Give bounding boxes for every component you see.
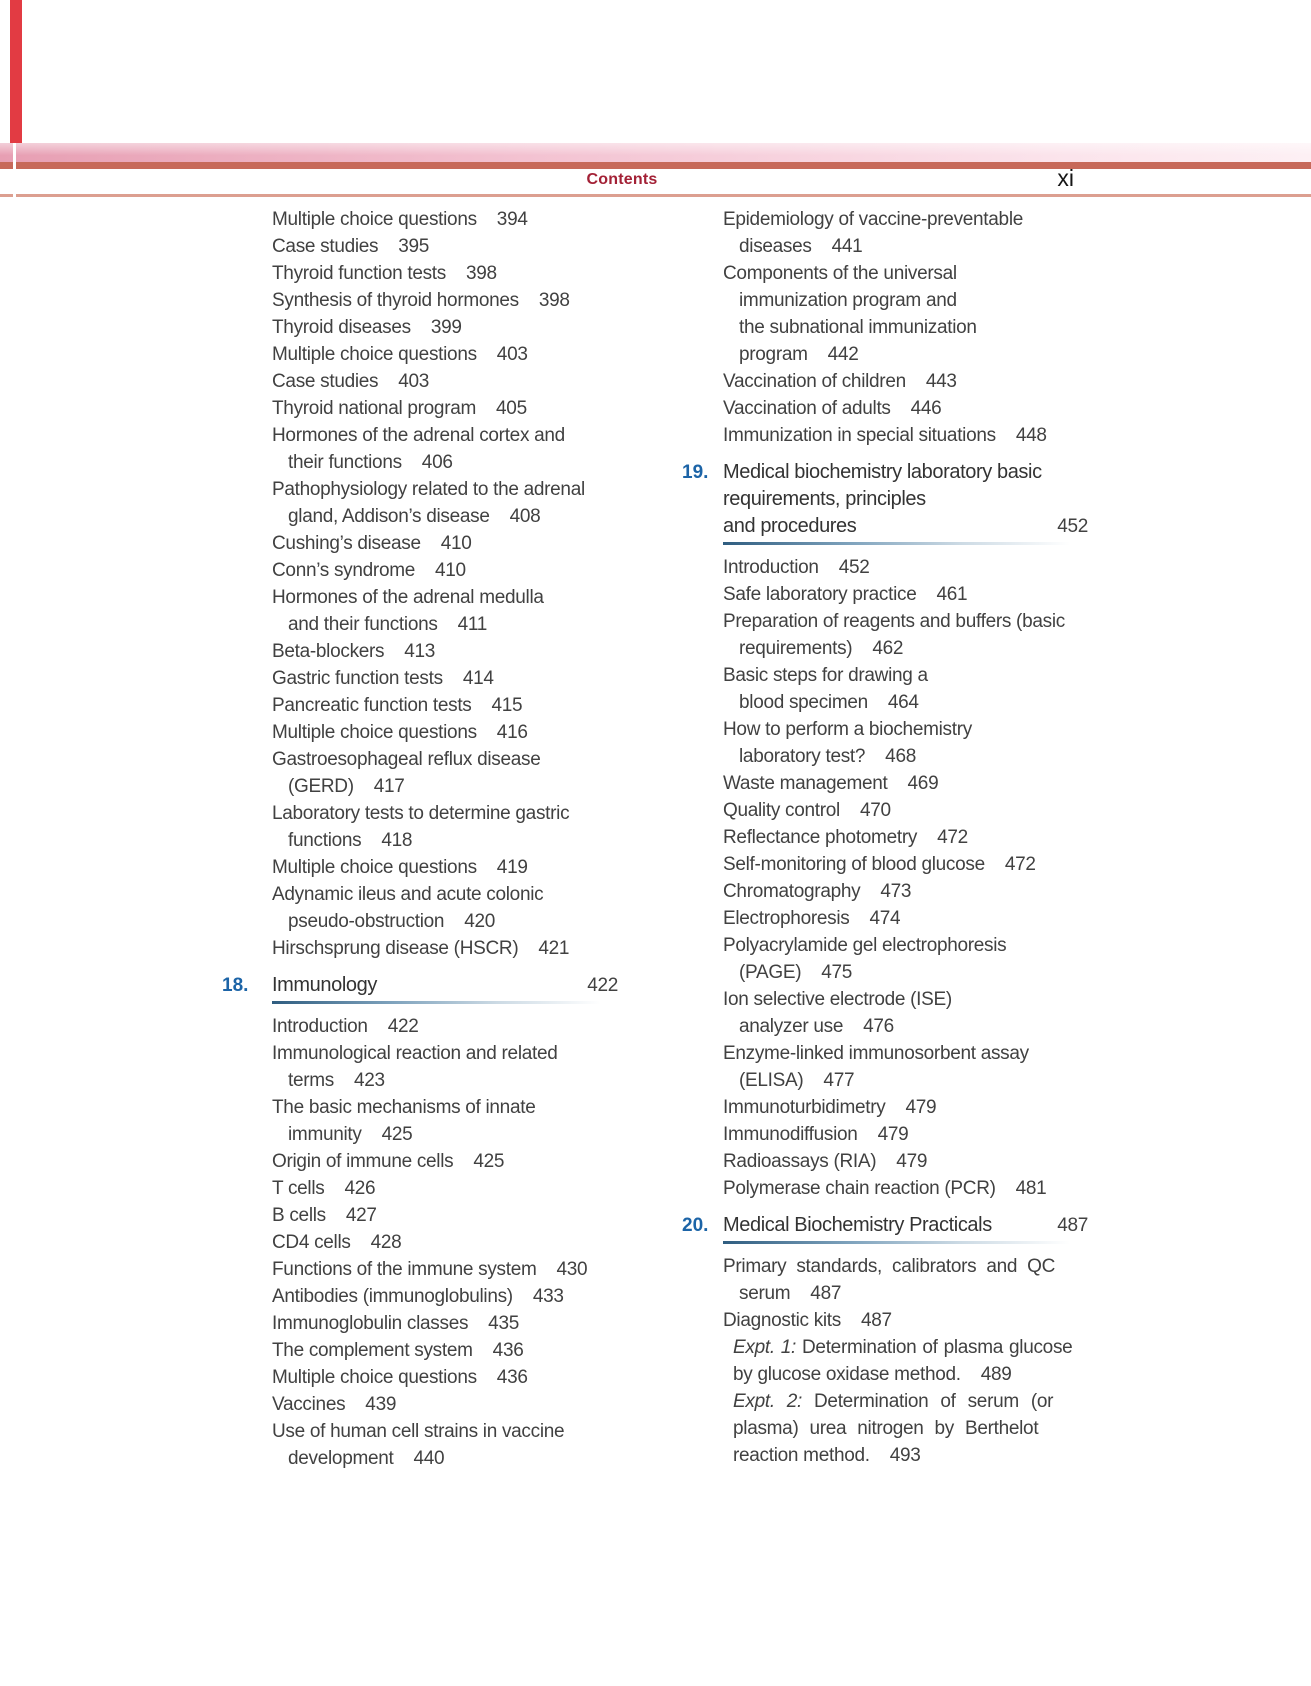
toc-entry-line: Quality control 470 <box>723 797 1088 824</box>
toc-entry-line: T cells 426 <box>272 1175 618 1202</box>
page-number: 489 <box>980 1364 1012 1385</box>
toc-entry-line: Thyroid national program 405 <box>272 395 618 422</box>
toc-entry <box>222 665 618 692</box>
page-number: 395 <box>398 236 430 257</box>
page-number: 464 <box>887 692 919 713</box>
toc-entry-line: Reflectance photometry 472 <box>723 824 1088 851</box>
toc-entry <box>222 1256 618 1283</box>
toc-entry-line: Chromatography 473 <box>723 878 1088 905</box>
page-number: 394 <box>496 209 528 230</box>
toc-entry <box>682 932 1088 986</box>
toc-entry-line: (GERD) 417 <box>272 773 618 800</box>
chapter-title-line: and procedures 452 <box>723 513 1088 540</box>
chapter-page-number: 422 <box>587 975 618 996</box>
toc-entry <box>682 1175 1088 1202</box>
experiment-label: Expt. 1: <box>733 1337 803 1358</box>
toc-entry <box>222 692 618 719</box>
toc-entry-line: diseases 441 <box>723 233 1088 260</box>
toc-entry-line: requirements) 462 <box>723 635 1088 662</box>
page-number: 441 <box>831 236 863 257</box>
page-number: 448 <box>1015 425 1047 446</box>
toc-entry-line: their functions 406 <box>272 449 618 476</box>
toc-entry <box>222 1418 618 1472</box>
toc-entry-line: Multiple choice questions 419 <box>272 854 618 881</box>
page-number: 475 <box>821 962 853 983</box>
toc-entry-line: Antibodies (immunoglobulins) 433 <box>272 1283 618 1310</box>
page-number: 439 <box>365 1394 397 1415</box>
toc-entry <box>222 1310 618 1337</box>
toc-entry <box>222 746 618 800</box>
toc-entry-line: (ELISA) 477 <box>723 1067 1088 1094</box>
toc-entry-line: CD4 cells 428 <box>272 1229 618 1256</box>
toc-entry-line: The complement system 436 <box>272 1337 618 1364</box>
toc-entry-line: Components of the universal <box>723 263 957 284</box>
toc-entry-line: Vaccines 439 <box>272 1391 618 1418</box>
page-number: 462 <box>872 638 904 659</box>
chapter-underline <box>272 1001 618 1004</box>
toc-entry-line: Self-monitoring of blood glucose 472 <box>723 851 1088 878</box>
chapter-heading <box>682 1212 1088 1244</box>
toc-entry <box>222 530 618 557</box>
page-number: 487 <box>810 1283 842 1304</box>
page-number: 403 <box>398 371 430 392</box>
toc-entry <box>682 608 1088 662</box>
toc-entry <box>222 206 618 233</box>
page-number: 398 <box>538 290 570 311</box>
toc-entry-line: Laboratory tests to determine gastric <box>272 803 570 824</box>
toc-entry-line: serum 487 <box>723 1280 1088 1307</box>
page-number: 477 <box>823 1070 855 1091</box>
toc-entry-line: blood specimen 464 <box>723 689 1088 716</box>
page-number: 461 <box>936 584 968 605</box>
toc-entry-line: Thyroid function tests 398 <box>272 260 618 287</box>
toc-entry <box>682 260 1088 368</box>
toc-entry-line: immunization program and <box>739 290 957 311</box>
page-number: 417 <box>373 776 405 797</box>
page-number: 418 <box>381 830 413 851</box>
page-number: 493 <box>889 1445 921 1466</box>
toc-entry <box>682 1121 1088 1148</box>
toc-entry <box>682 824 1088 851</box>
toc-entry <box>682 905 1088 932</box>
toc-entry-line: Vaccination of adults 446 <box>723 395 1088 422</box>
toc-entry-line: Vaccination of children 443 <box>723 368 1088 395</box>
toc-entry <box>222 1094 618 1148</box>
toc-entry <box>222 1013 618 1040</box>
toc-entry <box>222 1283 618 1310</box>
page-number: 436 <box>492 1340 524 1361</box>
page-number: 426 <box>344 1178 376 1199</box>
running-header-title: Contents <box>586 171 658 188</box>
page-number: 430 <box>556 1259 588 1280</box>
toc-column-right <box>682 206 1088 1469</box>
toc-entry-line: gland, Addison’s disease 408 <box>272 503 618 530</box>
toc-entry <box>682 1334 1088 1388</box>
toc-entry-line: Multiple choice questions 403 <box>272 341 618 368</box>
page-number: 443 <box>925 371 957 392</box>
toc-entry-line: Thyroid diseases 399 <box>272 314 618 341</box>
page-number: 416 <box>496 722 528 743</box>
page-number: 420 <box>464 911 496 932</box>
chapter-number: 20. <box>682 1215 709 1236</box>
toc-entry <box>222 1202 618 1229</box>
toc-entry-line: Polymerase chain reaction (PCR) 481 <box>723 1175 1088 1202</box>
toc-entry <box>222 1175 618 1202</box>
page-number: 440 <box>413 1448 445 1469</box>
toc-entry-line: Hormones of the adrenal medulla <box>272 587 544 608</box>
toc-entry <box>222 1391 618 1418</box>
chapter-heading <box>682 459 1088 545</box>
toc-entry-line: Immunoglobulin classes 435 <box>272 1310 618 1337</box>
toc-entry <box>222 935 618 962</box>
chapter-number: 19. <box>682 462 709 483</box>
page-number: 428 <box>370 1232 402 1253</box>
toc-entry-line: Expt. 2: Determination of serum (or <box>733 1391 1054 1412</box>
toc-entry-line: Multiple choice questions 436 <box>272 1364 618 1391</box>
toc-entry <box>222 476 618 530</box>
page-number: 405 <box>496 398 527 419</box>
toc-entry-line: terms 423 <box>272 1067 618 1094</box>
toc-entry-line: Multiple choice questions 394 <box>272 206 618 233</box>
toc-entry-line: Gastric function tests 414 <box>272 665 618 692</box>
page-number: 410 <box>435 560 466 581</box>
toc-column-left <box>222 206 618 1472</box>
toc-entry <box>222 395 618 422</box>
toc-entry-line: Immunoturbidimetry 479 <box>723 1094 1088 1121</box>
toc-entry-line: Introduction 422 <box>272 1013 618 1040</box>
toc-entry <box>682 1307 1088 1334</box>
toc-entry <box>222 1337 618 1364</box>
toc-entry-line: Electrophoresis 474 <box>723 905 1088 932</box>
toc-entry-line: Case studies 403 <box>272 368 618 395</box>
toc-entry-line: The basic mechanisms of innate <box>272 1097 536 1118</box>
toc-entry-line: Case studies 395 <box>272 233 618 260</box>
toc-entry-line: Pancreatic function tests 415 <box>272 692 618 719</box>
toc-entry <box>682 554 1088 581</box>
page-folio: xi <box>1057 165 1074 191</box>
toc-entry-line: Functions of the immune system 430 <box>272 1256 618 1283</box>
page-number: 419 <box>496 857 528 878</box>
toc-entry <box>682 986 1088 1040</box>
toc-entry-line: Ion selective electrode (ISE) <box>723 989 952 1010</box>
chapter-title-line: Medical biochemistry laboratory basic <box>723 461 1042 483</box>
toc-entry <box>682 770 1088 797</box>
toc-entry <box>682 851 1088 878</box>
toc-entry <box>222 719 618 746</box>
toc-entry-line: pseudo-obstruction 420 <box>272 908 618 935</box>
toc-entry-line: development 440 <box>272 1445 618 1472</box>
toc-entry-line: Beta-blockers 413 <box>272 638 618 665</box>
toc-entry <box>222 638 618 665</box>
chapter-heading <box>222 972 618 1004</box>
toc-entry <box>682 395 1088 422</box>
page-number: 472 <box>1004 854 1036 875</box>
toc-entry-line: How to perform a biochemistry <box>723 719 972 740</box>
chapter-title-line: requirements, principles <box>723 488 926 510</box>
page-number: 479 <box>896 1151 928 1172</box>
toc-entry-line: Introduction 452 <box>723 554 1088 581</box>
page-number: 427 <box>345 1205 377 1226</box>
page-number: 487 <box>861 1310 892 1331</box>
toc-entry-line: Immunological reaction and related <box>272 1043 558 1064</box>
toc-entry <box>682 422 1088 449</box>
toc-entry-line: Expt. 1: Determination of plasma glucose <box>733 1337 1073 1358</box>
chapter-underline <box>723 1241 1088 1244</box>
toc-entry <box>222 368 618 395</box>
toc-entry-line: Diagnostic kits 487 <box>723 1307 1088 1334</box>
toc-entry <box>222 314 618 341</box>
toc-entry <box>222 881 618 935</box>
toc-entry <box>222 1364 618 1391</box>
page-number: 473 <box>880 881 912 902</box>
toc-entry <box>222 1040 618 1094</box>
page-number: 425 <box>381 1124 413 1145</box>
page-number: 403 <box>496 344 528 365</box>
toc-entry <box>682 1094 1088 1121</box>
toc-entry-line: Preparation of reagents and buffers (basic <box>723 611 1065 632</box>
band-notch <box>13 143 16 169</box>
toc-entry-line: immunity 425 <box>272 1121 618 1148</box>
page-number: 423 <box>354 1070 385 1091</box>
toc-entry-line: Safe laboratory practice 461 <box>723 581 1088 608</box>
page-number: 472 <box>937 827 968 848</box>
page-number: 469 <box>907 773 939 794</box>
chapter-page-number: 452 <box>1057 516 1088 537</box>
toc-entry-line: Polyacrylamide gel electrophoresis <box>723 935 1007 956</box>
page-number: 433 <box>532 1286 564 1307</box>
page-number: 476 <box>863 1016 894 1037</box>
toc-entry <box>682 581 1088 608</box>
page-number: 452 <box>838 557 870 578</box>
toc-entry <box>682 206 1088 260</box>
page-number: 442 <box>827 344 859 365</box>
toc-entry-line: Enzyme-linked immunosorbent assay <box>723 1043 1029 1064</box>
toc-entry-line: Immunodiffusion 479 <box>723 1121 1088 1148</box>
toc-entry-line: Immunization in special situations 448 <box>723 422 1088 449</box>
toc-entry-line: B cells 427 <box>272 1202 618 1229</box>
toc-entry-line: Pathophysiology related to the adrenal <box>272 479 585 500</box>
toc-entry <box>222 422 618 476</box>
page-edge-red-bar <box>10 0 22 146</box>
toc-entry-line: Conn’s syndrome 410 <box>272 557 618 584</box>
toc-entry <box>222 584 618 638</box>
toc-entry-line: and their functions 411 <box>272 611 618 638</box>
toc-entry-line: Primary standards, calibrators and QC <box>723 1256 1056 1277</box>
page-number: 414 <box>462 668 494 689</box>
toc-entry-line: Origin of immune cells 425 <box>272 1148 618 1175</box>
toc-entry <box>682 1040 1088 1094</box>
header-pink-band <box>0 143 1311 162</box>
toc-entry <box>222 800 618 854</box>
toc-entry <box>682 716 1088 770</box>
page-number: 399 <box>430 317 462 338</box>
toc-entry <box>682 368 1088 395</box>
page-number: 398 <box>465 263 497 284</box>
toc-entry-line: by glucose oxidase method. 489 <box>733 1361 1088 1388</box>
page-number: 425 <box>473 1151 505 1172</box>
toc-entry-line: functions 418 <box>272 827 618 854</box>
toc-entry-line: laboratory test? 468 <box>723 743 1088 770</box>
toc-entry-line: Cushing’s disease 410 <box>272 530 618 557</box>
toc-entry <box>682 1388 1088 1469</box>
page-number: 468 <box>885 746 916 767</box>
page-number: 470 <box>859 800 891 821</box>
toc-entry <box>222 1148 618 1175</box>
toc-entry-line: Adynamic ileus and acute colonic <box>272 884 544 905</box>
toc-entry-line: Hirschsprung disease (HSCR) 421 <box>272 935 618 962</box>
toc-entry <box>222 854 618 881</box>
chapter-number: 18. <box>222 975 249 996</box>
toc-entry-line: the subnational immunization <box>739 317 977 338</box>
page-number: 413 <box>404 641 436 662</box>
rule-notch <box>13 193 16 198</box>
chapter-page-number: 487 <box>1057 1215 1088 1236</box>
toc-entry <box>222 341 618 368</box>
toc-entry <box>682 878 1088 905</box>
chapter-underline <box>723 542 1088 545</box>
toc-entry <box>222 287 618 314</box>
chapter-title-line: Medical Biochemistry Practicals 487 <box>723 1212 1088 1239</box>
header-rule-thin <box>0 194 1311 197</box>
page-number: 408 <box>509 506 541 527</box>
experiment-label: Expt. 2: <box>733 1391 815 1412</box>
page-number: 481 <box>1015 1178 1047 1199</box>
toc-entry-line: Basic steps for drawing a <box>723 665 928 686</box>
page-number: 479 <box>905 1097 937 1118</box>
toc-entry-line: Waste management 469 <box>723 770 1088 797</box>
toc-entry-line: analyzer use 476 <box>723 1013 1088 1040</box>
toc-entry <box>222 557 618 584</box>
toc-entry-line: Radioassays (RIA) 479 <box>723 1148 1088 1175</box>
toc-entry-line: Gastroesophageal reflux disease <box>272 749 541 770</box>
page-number: 435 <box>488 1313 519 1334</box>
toc-entry-line: program 442 <box>723 341 1088 368</box>
page-number: 422 <box>387 1016 419 1037</box>
page-number: 436 <box>496 1367 528 1388</box>
toc-entry-line: Hormones of the adrenal cortex and <box>272 425 565 446</box>
page-number: 411 <box>457 614 487 635</box>
toc-entry-line: Epidemiology of vaccine-preventable <box>723 209 1024 230</box>
toc-entry <box>682 1148 1088 1175</box>
page-number: 406 <box>421 452 453 473</box>
toc-entry-line: Multiple choice questions 416 <box>272 719 618 746</box>
toc-entry-line: reaction method. 493 <box>733 1442 1088 1469</box>
toc-entry <box>222 260 618 287</box>
page-number: 446 <box>910 398 942 419</box>
toc-entry-line: plasma) urea nitrogen by Berthelot <box>733 1418 1039 1439</box>
page-number: 421 <box>538 938 570 959</box>
toc-entry-line: (PAGE) 475 <box>723 959 1088 986</box>
page-number: 410 <box>440 533 472 554</box>
toc-entry <box>682 662 1088 716</box>
toc-entry-line: Use of human cell strains in vaccine <box>272 1421 565 1442</box>
chapter-title-line: Immunology 422 <box>272 972 618 999</box>
toc-entry <box>682 1253 1088 1307</box>
page-number: 415 <box>491 695 523 716</box>
toc-entry <box>222 1229 618 1256</box>
toc-entry <box>682 797 1088 824</box>
toc-entry-line: Synthesis of thyroid hormones 398 <box>272 287 618 314</box>
page-number: 479 <box>877 1124 909 1145</box>
page-number: 474 <box>869 908 901 929</box>
toc-entry <box>222 233 618 260</box>
